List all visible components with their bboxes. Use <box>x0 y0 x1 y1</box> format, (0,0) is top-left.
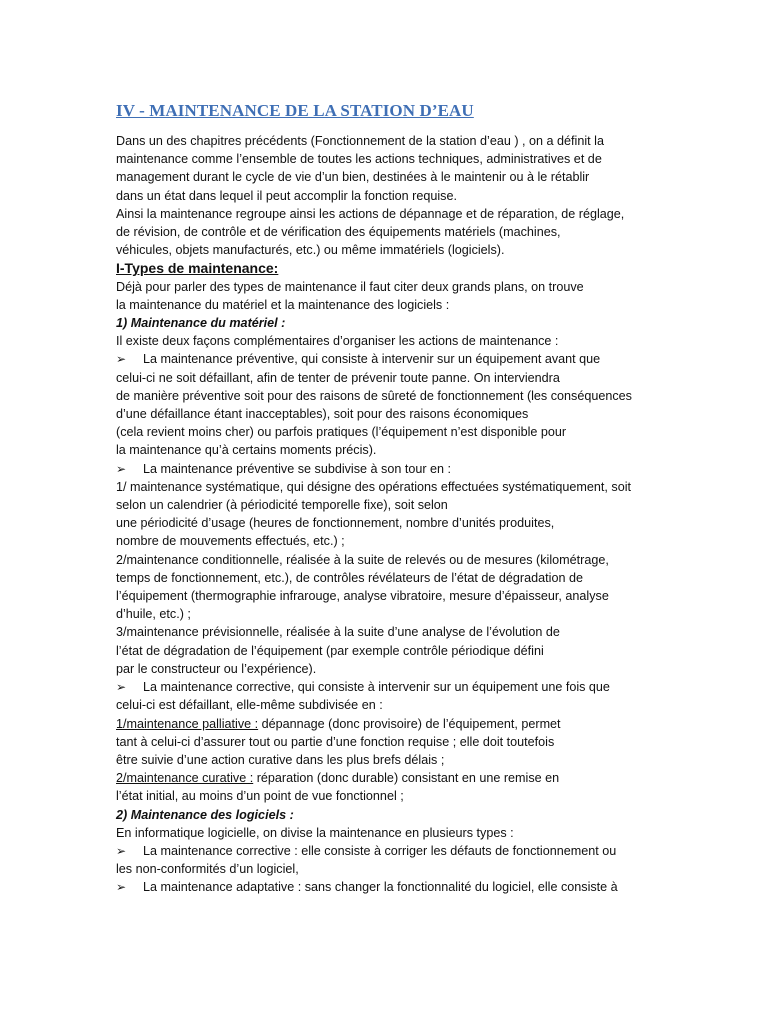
arrow-bullet-icon: ➢ <box>116 680 127 695</box>
preventive-line: la maintenance qu’à certains moments précis). <box>116 443 377 458</box>
preventive-line: (cela revient moins cher) ou parfois pratiques (l’équipement n’est disponible pour <box>116 425 567 440</box>
intro-line: véhicules, objets manufacturés, etc.) ou même immatériels (logiciels). <box>116 243 505 258</box>
preventive-line: celui-ci ne soit défaillant, afin de tenter de prévenir toute panne. On interviendra <box>116 370 560 385</box>
subdivise-line: par le constructeur ou l’expérience). <box>116 661 317 676</box>
types-heading: I-Types de maintenance: <box>116 260 279 277</box>
log-corrective-line: les non-conformités d’un logiciel, <box>116 862 299 877</box>
intro-line: Dans un des chapitres précédents (Fonctionnement de la station d’eau ) , on a définit la <box>116 134 604 148</box>
bullet-text: La maintenance corrective, qui consiste à intervenir sur un équipement une fois que <box>143 680 610 695</box>
intro-line: maintenance comme l’ensemble de toutes les actions techniques, administratives et de <box>116 152 602 167</box>
bullet-text: La maintenance corrective : elle consiste à corriger les défauts de fonctionnement ou <box>143 843 617 858</box>
materiel-heading: 1) Maintenance du matériel : <box>116 316 286 331</box>
intro-line: Ainsi la maintenance regroupe ainsi les actions de dépannage et de réparation, de réglage, <box>116 206 625 221</box>
bullet-text: La maintenance préventive, qui consiste à intervenir sur un équipement avant que <box>143 352 601 367</box>
materiel-intro: Il existe deux façons complémentaires d’organiser les actions de maintenance : <box>116 334 559 349</box>
bullet-log-corrective <box>116 842 656 860</box>
arrow-bullet-icon: ➢ <box>116 843 127 858</box>
curative-line: l’état initial, au moins d’un point de vue fonctionnel ; <box>116 789 404 804</box>
bullet-subdivise <box>116 460 656 478</box>
preventive-line: de manière préventive soit pour des raisons de sûreté de fonctionnement (les conséquences <box>116 388 632 403</box>
intro-paragraph <box>116 132 656 259</box>
palliative-line: être suivie d’une action curative dans les plus brefs délais ; <box>116 752 445 767</box>
subdivise-line: l’équipement (thermographie infrarouge, analyse vibratoire, mesure d’épaisseur, analyse <box>116 589 609 604</box>
subdivise-line: temps de fonctionnement, etc.), de contrôles révélateurs de l’état de dégradation de <box>116 570 583 585</box>
types-intro-line: la maintenance du matériel et la maintenance des logiciels : <box>116 297 450 312</box>
subdivise-line: 3/maintenance prévisionnelle, réalisée à la suite d’une analyse de l’évolution de <box>116 625 560 640</box>
bullet-text: La maintenance préventive se subdivise à son tour en : <box>143 461 452 476</box>
subdivise-line: selon un calendrier (à périodicité temporelle fixe), soit selon <box>116 498 448 513</box>
palliative-line: tant à celui-ci d’assurer tout ou partie d’une fonction requise ; elle doit toutefois <box>116 734 555 749</box>
palliative-line <box>116 715 656 733</box>
arrow-bullet-icon: ➢ <box>116 352 127 367</box>
subdivise-line: 1/ maintenance systématique, qui désigne des opérations effectuées systématiquement, soit <box>116 479 632 494</box>
intro-line: de révision, de contrôle et de vérification des équipements matériels (machines, <box>116 225 561 240</box>
subdivise-line: 2/maintenance conditionnelle, réalisée à la suite de relevés ou de mesures (kilométrage, <box>116 552 609 567</box>
page-title: IV - MAINTENANCE DE LA STATION D’EAU <box>116 101 474 120</box>
bullet-text: La maintenance adaptative : sans changer la fonctionnalité du logiciel, elle consiste à <box>143 880 618 895</box>
bullet-corrective <box>116 678 656 696</box>
subdivise-line: nombre de mouvements effectués, etc.) ; <box>116 534 345 549</box>
corrective-line: celui-ci est défaillant, elle-même subdivisée en : <box>116 698 383 713</box>
bullet-preventive <box>116 350 656 368</box>
intro-line: management durant le cycle de vie d’un bien, destinées à le maintenir ou à le rétablir <box>116 170 590 185</box>
logiciels-heading: 2) Maintenance des logiciels : <box>116 807 294 822</box>
subdivise-line: l’état de dégradation de l’équipement (par exemple contrôle périodique défini <box>116 643 544 658</box>
arrow-bullet-icon: ➢ <box>116 880 127 895</box>
document-page <box>116 100 656 897</box>
logiciels-intro: En informatique logicielle, on divise la maintenance en plusieurs types : <box>116 825 514 840</box>
palliative-label: 1/maintenance palliative : <box>116 716 259 731</box>
arrow-bullet-icon: ➢ <box>116 461 127 476</box>
palliative-text: dépannage (donc provisoire) de l’équipement, permet <box>258 716 561 731</box>
curative-line <box>116 769 656 787</box>
subdivise-line: d’huile, etc.) ; <box>116 607 191 622</box>
curative-text: réparation (donc durable) consistant en une remise en <box>253 771 560 786</box>
subdivise-line: une périodicité d’usage (heures de fonctionnement, nombre d’unités produites, <box>116 516 555 531</box>
preventive-line: d’une défaillance étant inacceptables), soit pour des raisons économiques <box>116 407 529 422</box>
types-intro-line: Déjà pour parler des types de maintenance il faut citer deux grands plans, on trouve <box>116 279 584 294</box>
curative-label: 2/maintenance curative : <box>116 771 254 786</box>
intro-line: dans un état dans lequel il peut accomplir la fonction requise. <box>116 188 457 203</box>
bullet-log-adaptative <box>116 878 656 896</box>
